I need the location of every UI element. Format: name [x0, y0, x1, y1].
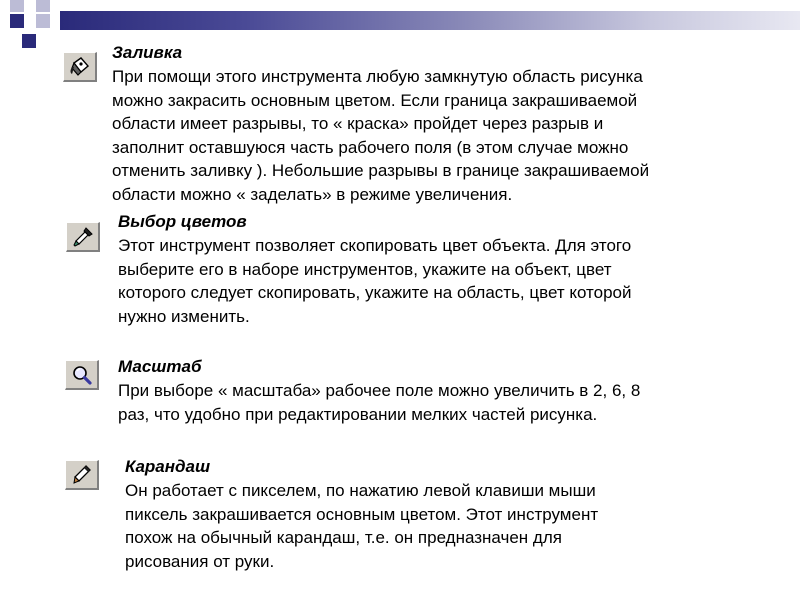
eyedropper-icon	[71, 225, 95, 249]
text-line: Этот инструмент позволяет скопировать цвет объекта. Для этого	[118, 236, 632, 255]
tool-title-pencil: Карандаш	[125, 457, 211, 476]
text-line: которого следует скопировать, укажите на область, цвет которой	[118, 283, 632, 303]
pencil-icon	[70, 463, 94, 487]
decor-square	[10, 0, 24, 12]
tool-button-pencil	[65, 460, 99, 490]
text-line: похож на обычный карандаш, т.е. он предназначен для	[125, 528, 562, 548]
text-line: нужно изменить.	[118, 306, 250, 326]
tool-description-fill	[112, 65, 792, 207]
decor-square	[36, 14, 50, 28]
tool-description-zoom	[118, 379, 788, 426]
text-line: пиксель закрашивается основным цветом. Этот инструмент	[125, 504, 599, 524]
header-band	[60, 11, 800, 30]
tool-title-color-picker: Выбор цветов	[118, 212, 247, 231]
text-line: При помощи этого инструмента любую замкнутую область рисунка	[112, 67, 643, 86]
tool-button-color-picker	[66, 222, 100, 252]
tool-title-zoom: Масштаб	[118, 357, 202, 376]
text-line: Он работает с пикселем, по нажатию левой клавиши мыши	[125, 481, 596, 500]
text-line: рисования от руки.	[125, 551, 275, 571]
text-line: отменить заливку ). Небольшие разрывы в границе закрашиваемой	[112, 161, 650, 181]
tool-description-pencil	[125, 479, 785, 573]
text-line: можно закрасить основным цветом. Если граница закрашиваемой	[112, 90, 638, 110]
tool-description-color-picker	[118, 234, 788, 328]
tool-button-zoom	[65, 360, 99, 390]
tool-title-fill: Заливка	[112, 43, 183, 62]
tool-button-fill	[63, 52, 97, 82]
decor-square	[10, 14, 24, 28]
text-line: раз, что удобно при редактировании мелких частей рисунка.	[118, 404, 598, 424]
text-line: При выборе « масштаба» рабочее поле можно увеличить в 2, 6, 8	[118, 381, 641, 400]
text-line: области можно « заделать» в режиме увеличения.	[112, 184, 513, 204]
paint-bucket-icon	[68, 55, 92, 79]
text-line: заполнит оставшуюся часть рабочего поля (в этом случае можно	[112, 137, 629, 157]
text-line: выберите его в наборе инструментов, укажите на объект, цвет	[118, 259, 612, 279]
text-line: области имеет разрывы, то « краска» пройдет через разрыв и	[112, 114, 604, 134]
magnifier-icon	[70, 363, 94, 387]
decor-square	[36, 0, 50, 12]
decor-square	[22, 34, 36, 48]
